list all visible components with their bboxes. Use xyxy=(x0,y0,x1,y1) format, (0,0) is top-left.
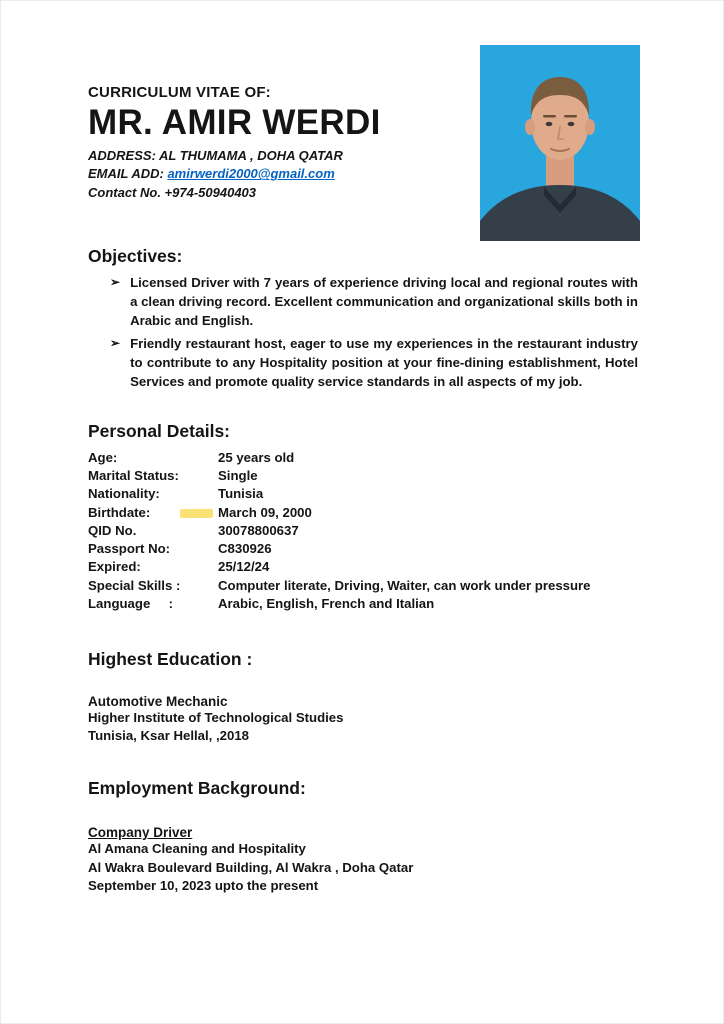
objectives-list xyxy=(88,273,638,391)
objective-item xyxy=(110,334,638,391)
employment-section xyxy=(88,778,638,896)
detail-row-qid xyxy=(88,522,638,540)
objective-text: Licensed Driver with 7 years of experience driving local and regional routes with a clean driving record. Excellent communication and organizational skills both in Arabic and English. xyxy=(130,275,638,329)
address-line: ADDRESS: AL THUMAMA , DOHA QATAR xyxy=(88,147,343,163)
personal-details-section xyxy=(88,421,638,613)
detail-row-birthdate xyxy=(88,504,638,522)
employment-company: Al Amana Cleaning and Hospitality xyxy=(88,840,306,856)
education-section xyxy=(88,649,638,746)
email-line xyxy=(88,165,638,183)
detail-value: Tunisia xyxy=(218,486,264,502)
education-location: Tunisia, Ksar Hellal, ,2018 xyxy=(88,728,250,744)
detail-value: 25/12/24 xyxy=(218,559,270,575)
employment-title: Employment Background: xyxy=(88,777,306,798)
detail-value: March 09, 2000 xyxy=(218,504,312,520)
detail-label: Language : xyxy=(88,595,173,611)
personal-details-title: Personal Details: xyxy=(88,421,230,441)
arrow-bullet-icon: ➢ xyxy=(110,335,121,350)
email-label: EMAIL ADD: xyxy=(88,166,168,182)
objectives-section xyxy=(88,246,638,391)
cv-header xyxy=(88,84,638,202)
detail-label: Nationality: xyxy=(88,486,160,502)
employment-job-title: Company Driver xyxy=(88,824,193,840)
detail-row-expired xyxy=(88,558,638,576)
detail-value: 30078800637 xyxy=(218,522,299,538)
detail-value: Arabic, English, French and Italian xyxy=(218,595,435,611)
education-degree: Automotive Mechanic xyxy=(88,693,228,709)
objective-item xyxy=(110,273,638,330)
detail-label: Age: xyxy=(88,450,118,465)
contact-line: Contact No. +974-50940403 xyxy=(88,184,257,200)
education-title: Highest Education : xyxy=(88,648,253,669)
detail-row-nationality xyxy=(88,485,638,503)
arrow-bullet-icon: ➢ xyxy=(110,275,121,290)
yellow-highlight-mark xyxy=(180,509,213,518)
detail-label: Special Skills : xyxy=(88,577,181,593)
detail-value: Single xyxy=(218,468,258,484)
employment-period: September 10, 2023 upto the present xyxy=(88,878,319,894)
detail-label: Expired: xyxy=(88,559,141,575)
detail-label: Passport No: xyxy=(88,541,171,557)
detail-row-marital-status xyxy=(88,467,638,485)
email-link[interactable]: amirwerdi2000@gmail.com xyxy=(167,166,335,182)
detail-label: Birthdate: xyxy=(88,504,151,520)
detail-value: C830926 xyxy=(218,541,272,557)
detail-value: Computer literate, Driving, Waiter, can work under pressure xyxy=(218,577,591,593)
detail-value: 25 years old xyxy=(218,450,295,465)
education-school: Higher Institute of Technological Studies xyxy=(88,709,344,725)
personal-details-rows xyxy=(88,449,638,613)
cv-of-label: CURRICULUM VITAE OF: xyxy=(88,84,271,101)
detail-label: Marital Status: xyxy=(88,468,179,484)
detail-row-passport xyxy=(88,540,638,558)
detail-row-language xyxy=(88,595,638,613)
objective-text: Friendly restaurant host, eager to use my experiences in the restaurant industry to contribute to any Hospitality position at your fine-dining establishment, Hotel Services and promote quality service standards in all aspects of my job. xyxy=(130,335,638,389)
detail-row-age xyxy=(88,449,638,467)
detail-label: QID No. xyxy=(88,522,137,538)
detail-row-special-skills xyxy=(88,577,638,595)
objectives-title: Objectives: xyxy=(88,246,183,267)
candidate-name: MR. AMIR WERDI xyxy=(88,103,381,142)
employment-address: Al Wakra Boulevard Building, Al Wakra , Doha Qatar xyxy=(88,859,414,875)
